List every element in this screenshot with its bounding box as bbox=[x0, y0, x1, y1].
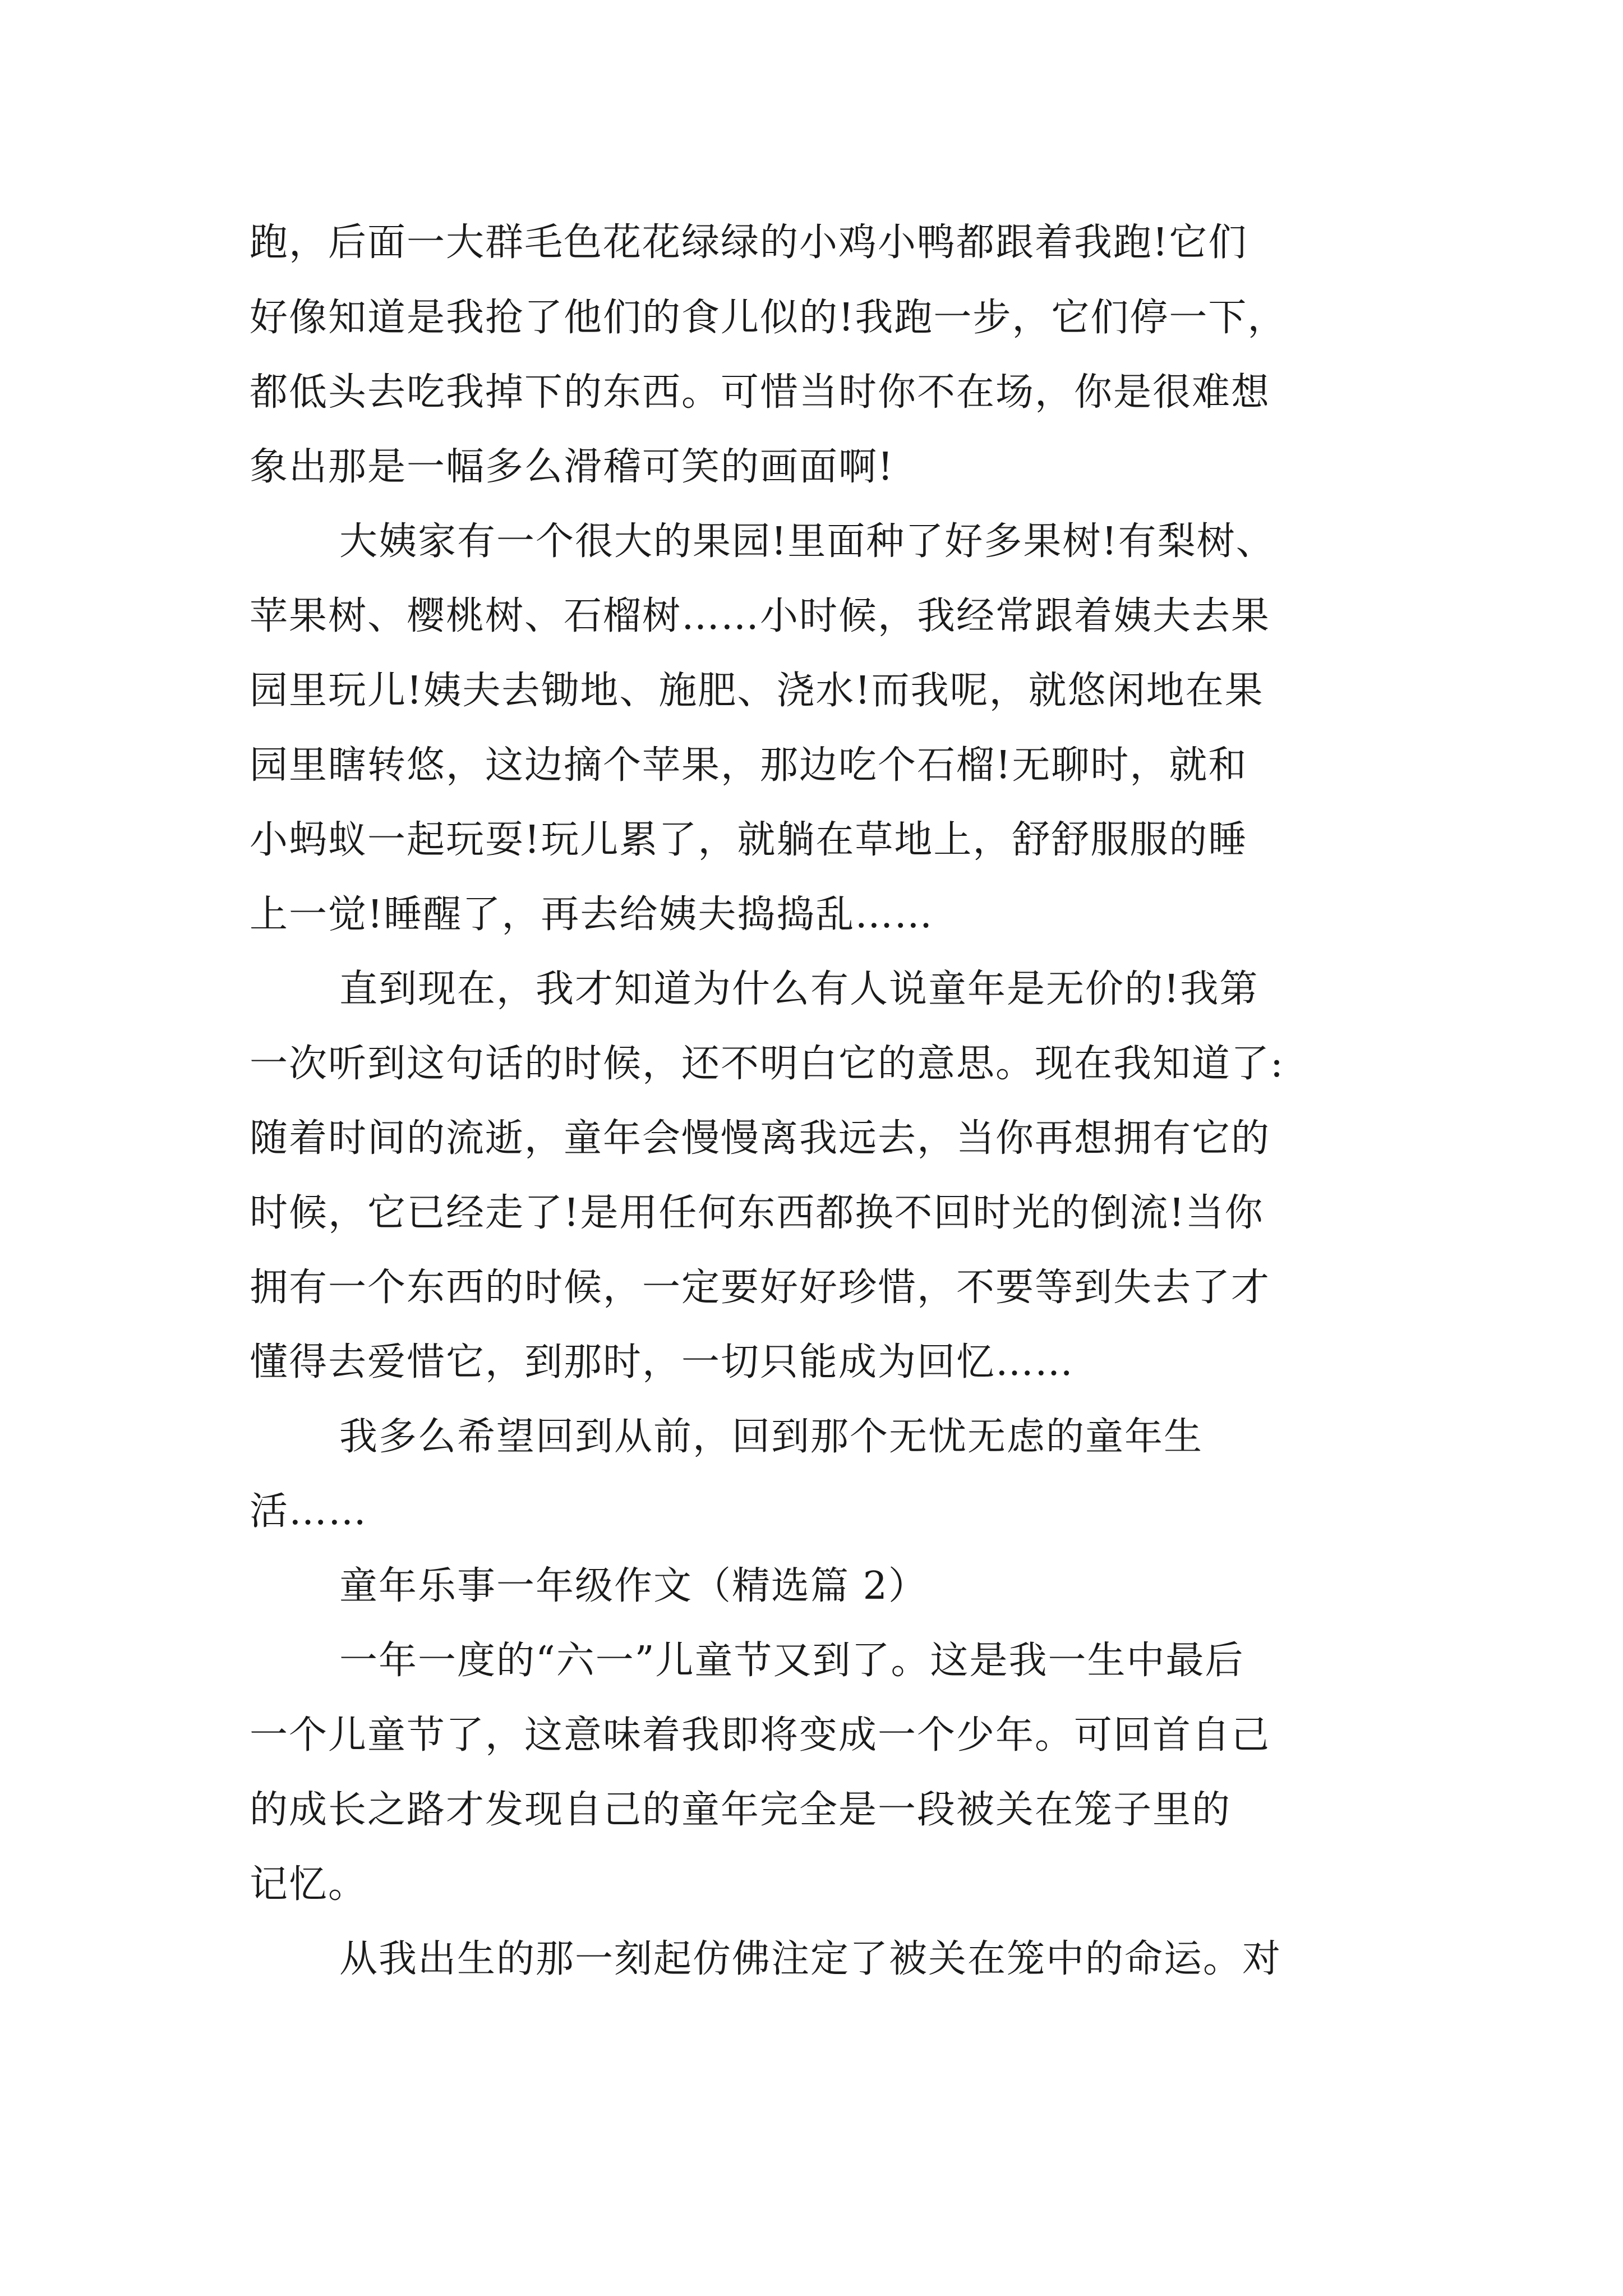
text-line: 好像知道是我抢了他们的食儿似的!我跑一步，它们停一下， bbox=[250, 296, 1287, 340]
text-line: 的成长之路才发现自己的童年完全是一段被关在笼子里的 bbox=[250, 1788, 1232, 1832]
text-line: 拥有一个东西的时候，一定要好好珍惜，不要等到失去了才 bbox=[250, 1266, 1271, 1310]
paragraph-start-line: 大姨家有一个很大的果园!里面种了好多果树!有梨树、 bbox=[339, 519, 1275, 564]
text-line: 小蚂蚁一起玩耍!玩儿累了，就躺在草地上，舒舒服服的睡 bbox=[250, 818, 1248, 862]
text-line: 时候，它已经走了!是用任何东西都换不回时光的倒流!当你 bbox=[250, 1191, 1264, 1235]
text-line: 懂得去爱惜它，到那时，一切只能成为回忆…… bbox=[250, 1340, 1075, 1384]
section-heading: 童年乐事一年级作文（精选篇 2） bbox=[339, 1564, 928, 1608]
text-line: 记忆。 bbox=[250, 1862, 368, 1907]
paragraph-start-line: 我多么希望回到从前，回到那个无忧无虑的童年生 bbox=[339, 1415, 1204, 1459]
text-line: 一次听到这句话的时候，还不明白它的意思。现在我知道了: bbox=[250, 1042, 1284, 1086]
text-line: 象出那是一幅多么滑稽可笑的画面啊! bbox=[250, 445, 895, 489]
text-line: 上一觉!睡醒了，再去给姨夫捣捣乱…… bbox=[250, 892, 934, 937]
text-line: 苹果树、樱桃树、石榴树……小时候，我经常跟着姨夫去果 bbox=[250, 594, 1271, 638]
paragraph-start-line: 从我出生的那一刻起仿佛注定了被关在笼中的命运。对 bbox=[339, 1937, 1282, 1981]
paragraph-start-line: 直到现在，我才知道为什么有人说童年是无价的!我第 bbox=[339, 967, 1259, 1011]
text-line: 随着时间的流逝，童年会慢慢离我远去，当你再想拥有它的 bbox=[250, 1116, 1271, 1161]
text-line: 活…… bbox=[250, 1489, 368, 1534]
text-line: 跑，后面一大群毛色花花绿绿的小鸡小鸭都跟着我跑!它们 bbox=[250, 220, 1248, 265]
text-line: 都低头去吃我掉下的东西。可惜当时你不在场，你是很难想 bbox=[250, 370, 1271, 415]
text-line: 一个儿童节了，这意味着我即将变成一个少年。可回首自己 bbox=[250, 1713, 1271, 1757]
text-line: 园里瞎转悠，这边摘个苹果，那边吃个石榴!无聊时，就和 bbox=[250, 743, 1248, 788]
text-line: 园里玩儿!姨夫去锄地、施肥、浇水!而我呢，就悠闲地在果 bbox=[250, 669, 1264, 713]
paragraph-start-line: 一年一度的“六一”儿童节又到了。这是我一生中最后 bbox=[339, 1639, 1244, 1683]
